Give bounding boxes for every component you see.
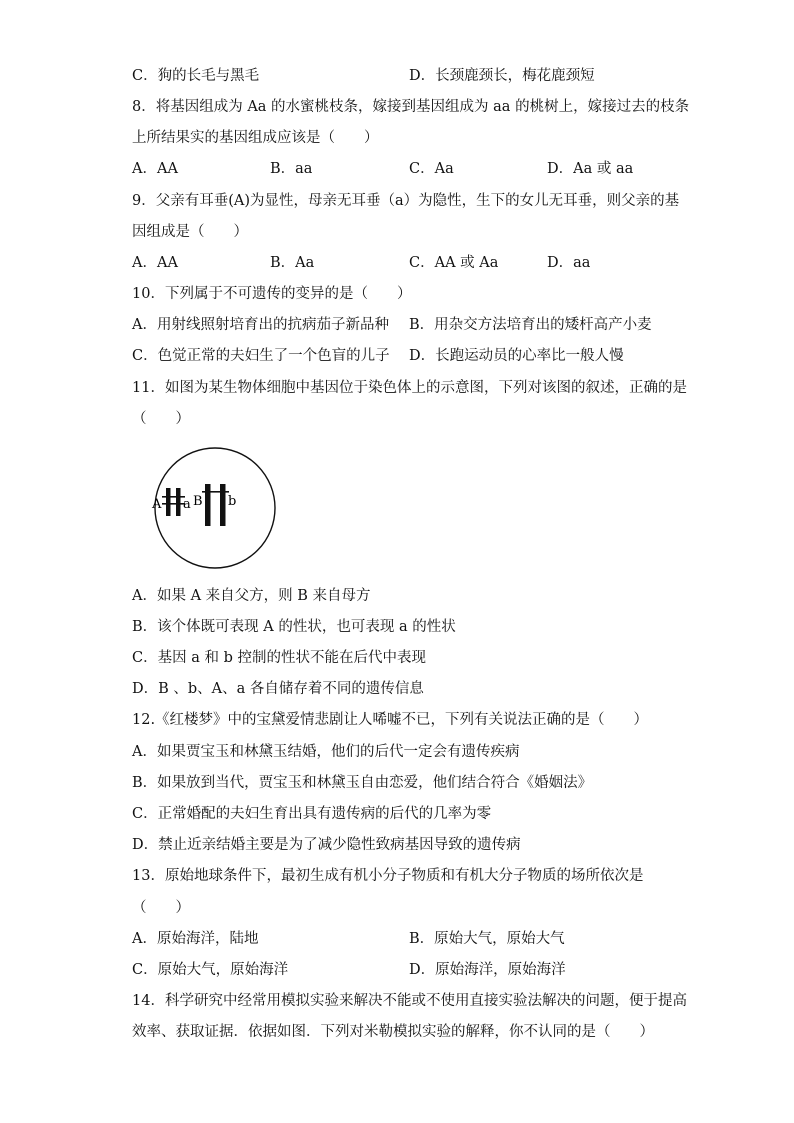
gene-band-lower	[162, 503, 185, 505]
q10-stem: 10．下列属于不可遗传的变异的是（ ）	[132, 286, 412, 302]
q9-option-d: D．aa	[547, 255, 591, 271]
q13-option-d: D．原始海洋，原始海洋	[409, 962, 566, 978]
q12-stem: 12.《红楼梦》中的宝黛爱情悲剧让人唏嘘不已，下列有关说法正确的是（ ）	[132, 712, 649, 728]
gene-band-upper	[162, 496, 185, 498]
q10-option-c: C．色觉正常的夫妇生了一个色盲的儿子	[132, 348, 390, 364]
q7-option-c: C．狗的长毛与黑毛	[132, 68, 260, 84]
gene-band-long	[202, 491, 229, 493]
chromosome-long-left	[205, 484, 211, 526]
q12-option-d: D．禁止近亲结婚主要是为了减少隐性致病基因导致的遗传病	[132, 837, 521, 853]
q9-stem-line1: 9．父亲有耳垂(A)为显性，母亲无耳垂（a）为隐性，生下的女儿无耳垂，则父亲的基	[132, 193, 680, 209]
gene-label-A: A	[152, 497, 162, 512]
q7-option-d: D．长颈鹿颈长，梅花鹿颈短	[409, 68, 595, 84]
q10-option-b: B．用杂交方法培育出的矮杆高产小麦	[409, 317, 652, 333]
q11-option-b: B．该个体既可表现 A 的性状，也可表现 a 的性状	[132, 619, 456, 635]
q11-option-a: A．如果 A 来自父方，则 B 来自母方	[132, 588, 371, 604]
q11-stem-line1: 11．如图为某生物体细胞中基因位于染色体上的示意图，下列对该图的叙述，正确的是	[132, 380, 687, 396]
q9-option-c: C．AA 或 Aa	[409, 255, 499, 271]
chromosome-short-right	[176, 488, 181, 516]
q12-option-c: C．正常婚配的夫妇生育出具有遗传病的后代的几率为零	[132, 806, 492, 822]
q13-option-b: B．原始大气，原始大气	[409, 931, 565, 947]
q13-stem-line2: （ ）	[132, 900, 190, 916]
q12-option-a: A．如果贾宝玉和林黛玉结婚，他们的后代一定会有遗传疾病	[132, 744, 520, 760]
q14-stem-line1: 14．科学研究中经常用模拟实验来解决不能或不使用直接实验法解决的问题，便于提高	[132, 993, 687, 1009]
chromosome-cell-figure	[140, 446, 290, 570]
q11-option-c: C．基因 a 和 b 控制的性状不能在后代中表现	[132, 650, 426, 666]
q13-option-a: A．原始海洋，陆地	[132, 931, 259, 947]
q13-option-c: C．原始大气，原始海洋	[132, 962, 289, 978]
q9-stem-line2: 因组成是（ ）	[132, 224, 248, 240]
q10-option-a: A．用射线照射培育出的抗病茄子新品种	[132, 317, 389, 333]
q8-stem-line1: 8．将基因组成为 Aa 的水蜜桃枝条，嫁接到基因组成为 aa 的桃树上，嫁接过去的枝条	[132, 99, 690, 115]
q8-stem-line2: 上所结果实的基因组成应该是（ ）	[132, 130, 379, 146]
q9-option-b: B．Aa	[270, 255, 315, 271]
q11-option-d: D．B 、b、A、a 各自储存着不同的遗传信息	[132, 681, 424, 697]
q8-option-c: C．Aa	[409, 161, 454, 177]
cell-outline	[155, 448, 275, 568]
chromosome-short-left	[166, 488, 171, 516]
q8-option-d: D．Aa 或 aa	[547, 161, 634, 177]
q8-option-a: A．AA	[132, 161, 178, 177]
gene-label-a: a	[183, 497, 191, 512]
q8-option-b: B．aa	[270, 161, 313, 177]
q9-option-a: A．AA	[132, 255, 178, 271]
q11-stem-line2: （ ）	[132, 411, 190, 427]
q12-option-b: B．如果放到当代，贾宝玉和林黛玉自由恋爱，他们结合符合《婚姻法》	[132, 775, 593, 791]
gene-label-B: B	[193, 494, 203, 509]
q14-stem-line2: 效率、获取证据．依据如图．下列对米勒模拟实验的解释，你不认同的是（ ）	[132, 1024, 654, 1040]
gene-label-b: b	[228, 494, 237, 509]
q13-stem-line1: 13．原始地球条件下，最初生成有机小分子物质和有机大分子物质的场所依次是	[132, 868, 644, 884]
chromosome-long-right	[220, 484, 226, 526]
q10-option-d: D．长跑运动员的心率比一般人慢	[409, 348, 624, 364]
